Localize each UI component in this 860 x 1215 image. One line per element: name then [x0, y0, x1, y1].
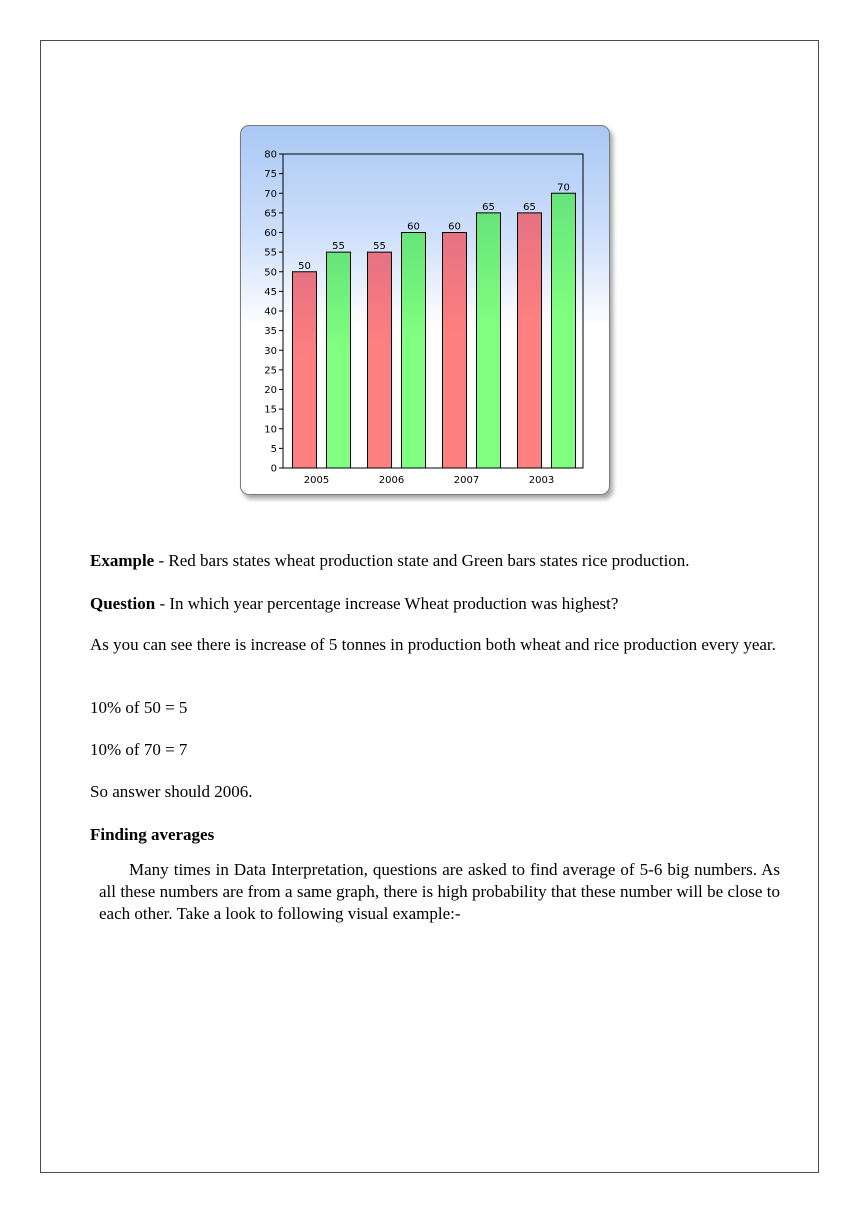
calc-line-1: 10% of 50 = 5	[90, 698, 188, 717]
wheat-value-label: 60	[448, 221, 461, 233]
increase-paragraph: As you can see there is increase of 5 tonnes in production both wheat and rice production every year.	[90, 635, 776, 654]
y-tick-label: 50	[264, 267, 277, 279]
y-tick-label: 15	[264, 404, 277, 416]
y-tick-label: 45	[264, 286, 277, 298]
x-category-label: 2003	[528, 475, 555, 486]
rice-bar-2003	[552, 193, 576, 468]
y-tick-label: 35	[264, 326, 277, 338]
y-tick-label: 30	[264, 345, 277, 357]
y-tick-label: 25	[264, 365, 277, 377]
wheat-bar-2003	[518, 213, 542, 468]
x-category-label: 2005	[303, 475, 330, 486]
wheat-bar-2006	[368, 252, 392, 468]
y-tick-label: 75	[264, 169, 277, 181]
question-text: - In which year percentage increase Wheat production was highest?	[155, 594, 619, 613]
y-tick-label: 65	[264, 208, 277, 220]
wheat-value-label: 55	[373, 241, 386, 253]
y-tick-label: 10	[264, 424, 277, 436]
rice-bar-2007	[477, 213, 501, 468]
y-tick-label: 55	[264, 247, 277, 259]
example-paragraph	[90, 550, 780, 571]
wheat-value-label: 65	[523, 201, 536, 213]
y-tick-label: 5	[270, 443, 277, 455]
example-text: - Red bars states wheat production state and Green bars states rice production.	[154, 551, 690, 570]
rice-value-label: 60	[407, 221, 420, 233]
y-tick-label: 60	[264, 228, 277, 239]
wheat-value-label: 50	[298, 260, 311, 272]
rice-bar-2005	[327, 252, 351, 468]
rice-value-label: 70	[557, 182, 570, 194]
y-tick-label: 20	[264, 385, 277, 396]
y-tick-label: 0	[270, 463, 277, 475]
wheat-bar-2005	[293, 272, 317, 468]
example-label: Example	[90, 551, 155, 570]
y-tick-label: 70	[264, 188, 277, 200]
y-tick-label: 80	[264, 149, 277, 161]
y-tick-label: 40	[264, 306, 277, 318]
bar-chart	[240, 125, 610, 495]
x-category-label: 2006	[378, 475, 405, 486]
answer-line: So answer should 2006.	[90, 782, 253, 801]
x-category-label: 2007	[453, 475, 480, 486]
averages-paragraph: Many times in Data Interpretation, questions are asked to find average of 5-6 big numbers. As all these numbers are from a same graph, there is high probability that these number will be close to each other. Take a look to following visual example:-	[99, 860, 780, 923]
question-paragraph	[90, 593, 780, 614]
calc-line-2: 10% of 70 = 7	[90, 740, 188, 759]
bar-chart-svg	[241, 126, 611, 496]
wheat-bar-2007	[443, 233, 467, 469]
rice-bar-2006	[402, 233, 426, 469]
section-heading: Finding averages	[90, 825, 215, 844]
rice-value-label: 65	[482, 201, 495, 213]
question-label: Question	[90, 594, 156, 613]
rice-value-label: 55	[332, 241, 345, 253]
